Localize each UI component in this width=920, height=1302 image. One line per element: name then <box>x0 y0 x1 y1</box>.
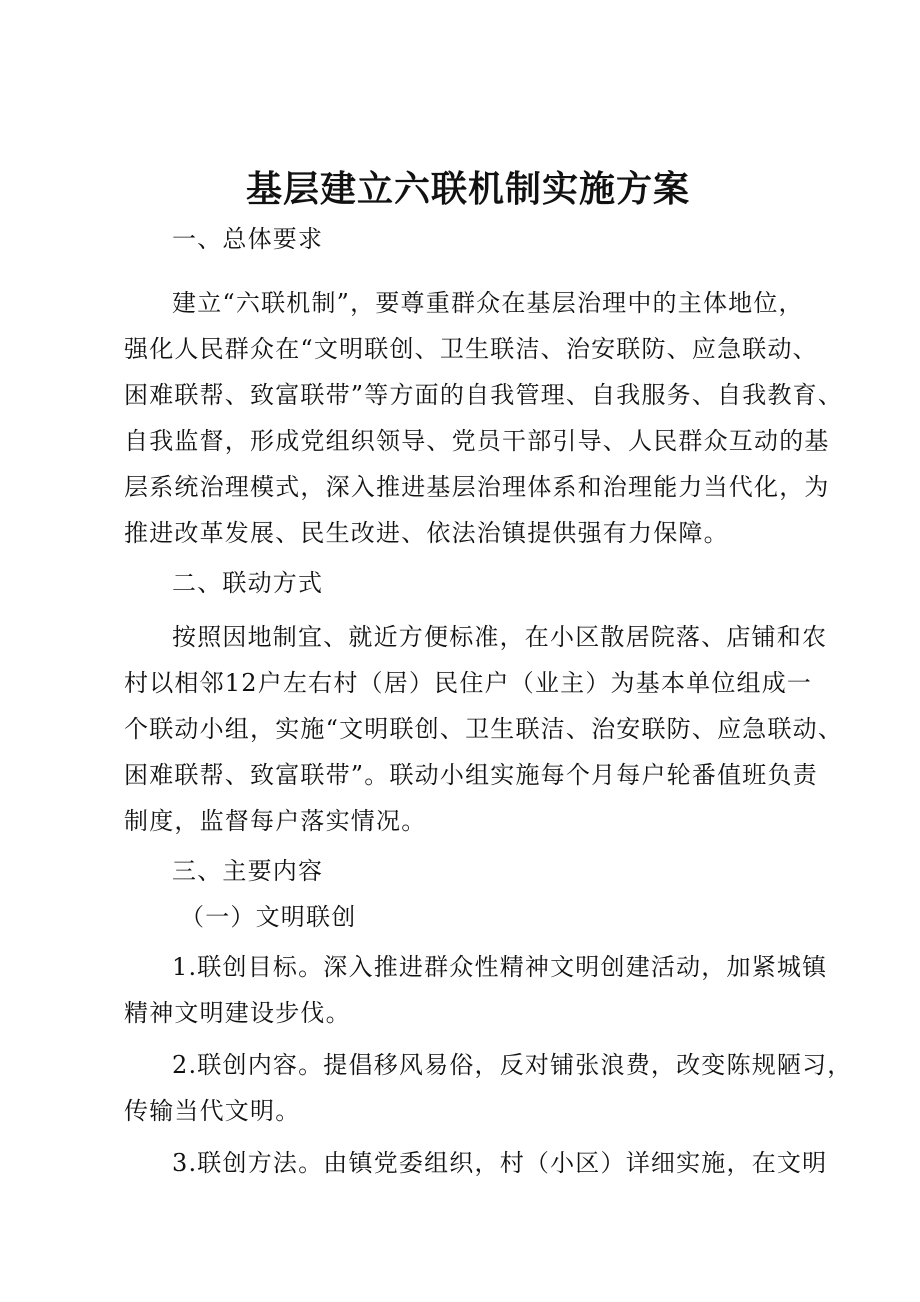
document-title: 基层建立六联机制实施方案 <box>245 168 690 210</box>
paragraph-line: 村以相邻12户左右村（居）民住户（业主）为基本单位组成一 <box>124 669 813 697</box>
subsection-heading-civilization: （一）文明联创 <box>180 903 357 931</box>
paragraph-line: 建立“六联机制”，要尊重群众在基层治理中的主体地位， <box>172 289 804 317</box>
paragraph-line: 自我监督，形成党组织领导、党员干部引导、人民群众互动的基 <box>124 427 830 455</box>
paragraph-line: 个联动小组，实施“文明联创、卫生联洁、治安联防、应急联动、 <box>124 715 844 743</box>
paragraph-line: 推进改革发展、民生改进、依法治镇提供强有力保障。 <box>124 519 729 547</box>
paragraph-line: 精神文明建设步伐。 <box>124 999 351 1027</box>
paragraph-line: 传输当代文明。 <box>124 1097 301 1125</box>
section-heading-main-content: 三、主要内容 <box>172 857 324 885</box>
paragraph-line: 1.联创目标。深入推进群众性精神文明创建活动，加紧城镇 <box>172 953 828 981</box>
paragraph-line: 困难联帮、致富联带”等方面的自我管理、自我服务、自我教育、 <box>124 381 844 409</box>
paragraph-line: 制度，监督每户落实情况。 <box>124 807 427 835</box>
paragraph-line: 强化人民群众在“文明联创、卫生联洁、治安联防、应急联动、 <box>124 335 818 363</box>
section-heading-linkage-methods: 二、联动方式 <box>172 569 324 597</box>
paragraph-line: 2.联创内容。提倡移风易俗，反对铺张浪费，改变陈规陋习， <box>172 1051 853 1079</box>
section-heading-general-requirements: 一、总体要求 <box>172 225 324 253</box>
paragraph-line: 按照因地制宜、就近方便标准，在小区散居院落、店铺和农 <box>172 623 828 651</box>
paragraph-line: 3.联创方法。由镇党委组织，村（小区）详细实施，在文明 <box>172 1149 828 1177</box>
paragraph-line: 困难联帮、致富联带”。联动小组实施每个月每户轮番值班负责 <box>124 761 818 789</box>
paragraph-line: 层系统治理模式，深入推进基层治理体系和治理能力当代化，为 <box>124 473 830 501</box>
